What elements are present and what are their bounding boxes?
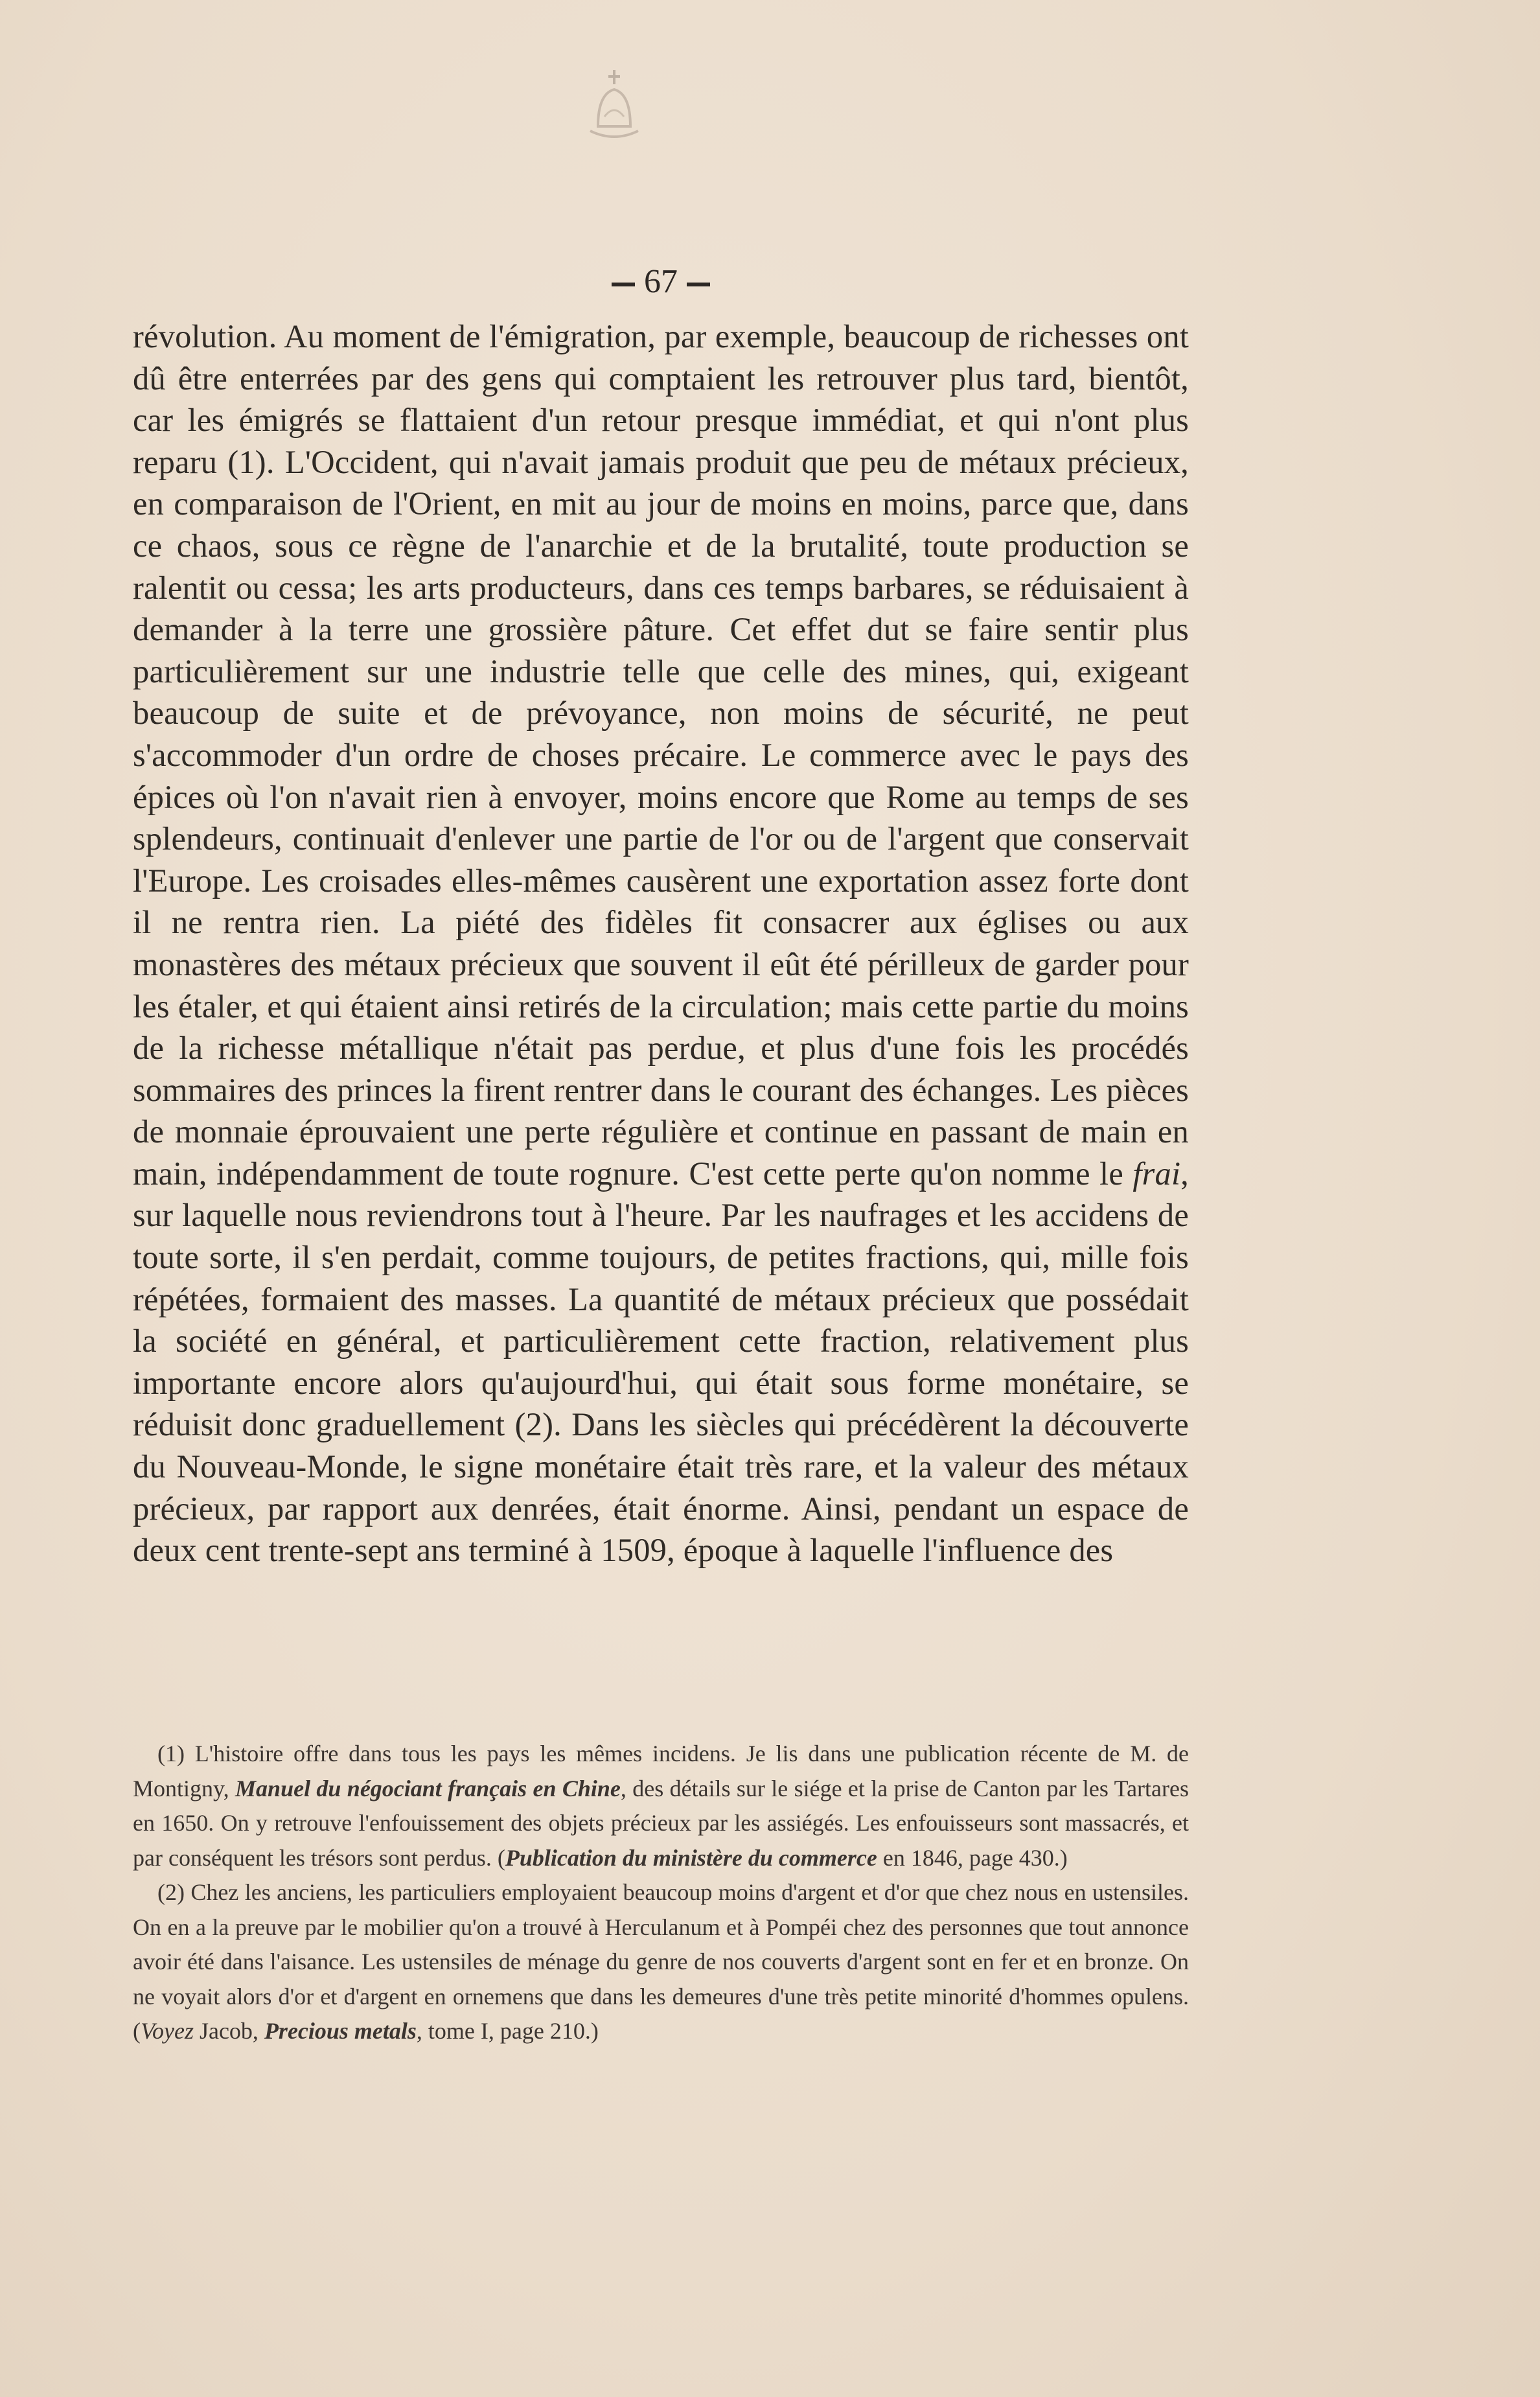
footnote-1 xyxy=(133,1737,1189,1875)
footnote-2-text-b: Jacob, xyxy=(193,2018,264,2044)
footnote-2-text-a: (2) Chez les anciens, les particuliers employaient beaucoup moins d'argent et d'or que chez nous en ustensiles. On en a la preuve par le mobilier qu'on a trouvé à Herculanum et à Pompéi chez des personnes que tout annonce avoir été dans l'aisance. Les ustensiles de ménage du genre de nos couverts d'argent sont en fer et en bronze. On ne voyait alors d'or et d'argent en ornemens que dans les demeures d'une très petite minorité d'hommes opulens. ( xyxy=(133,1879,1189,2044)
dash-right xyxy=(687,283,710,286)
body-paragraph xyxy=(133,316,1189,1571)
dash-left xyxy=(612,283,635,286)
body-italic-term: frai xyxy=(1132,1155,1181,1192)
footnote-1-text-c: en 1846, page 430.) xyxy=(877,1844,1068,1871)
footnote-1-source: Publication du ministère du commerce xyxy=(505,1844,877,1871)
footnote-2-text-c: , tome I, page 210.) xyxy=(416,2018,599,2044)
footnote-1-text-a: (1) L'histoire offre dans tous les pays les mêmes incidens. Je lis dans une publication récente de M. de Montigny, xyxy=(133,1741,1189,1801)
library-stamp-icon xyxy=(579,65,650,146)
footnotes xyxy=(133,1737,1189,2049)
footnote-2-see: Voyez xyxy=(141,2018,194,2044)
footnote-1-text-b: , des détails sur le siége et la prise de Canton par les Tartares en 1650. On y retrouve l'enfouissement des objets précieux par les assiégés. Les enfouisseurs sont massacrés, et par conséquent les trésors sont perdus. ( xyxy=(133,1775,1189,1871)
body-text-part-1: révolution. Au moment de l'émigration, par exemple, beaucoup de richesses ont dû être enterrées par des gens qui comptaient les retrouver plus tard, bientôt, car les émigrés se flattaient d'un retour presque immédiat, et qui n'ont plus reparu (1). L'Occident, qui n'avait jamais produit que peu de métaux précieux, en comparaison de l'Orient, en mit au jour de moins en moins, parce que, dans ce chaos, sous ce règne de l'anarchie et de la brutalité, toute production se ralentit ou cessa; les arts producteurs, dans ces temps barbares, se réduisaient à demander à la terre une grossière pâture. Cet effet dut se faire sentir plus particulièrement sur une industrie telle que celle des mines, qui, exigeant beaucoup de suite et de prévoyance, non moins de sécurité, ne peut s'accommoder d'un ordre de choses précaire. Le commerce avec le pays des épices où l'on n'avait rien à envoyer, moins encore que Rome au temps de ses splendeurs, continuait d'enlever une partie de l'or ou de l'argent que conservait l'Europe. Les croisades elles-mêmes causèrent une exportation assez forte dont il ne rentra rien. La piété des fidèles fit consacrer aux églises ou aux monastères des métaux précieux que souvent il eût été périlleux de garder pour les étaler, et qui étaient ainsi retirés de la circulation; mais cette partie du moins de la richesse métallique n'était pas perdue, et plus d'une fois les procédés sommaires des princes la firent rentrer dans le courant des échanges. Les pièces de monnaie éprouvaient une perte régulière et continue en passant de main en main, indépendamment de toute rognure. C'est cette perte qu'on nomme le xyxy=(133,318,1189,1192)
footnote-2 xyxy=(133,1875,1189,2049)
page-number xyxy=(583,262,739,301)
page-number-value: 67 xyxy=(644,263,678,300)
body-text-part-2: , sur laquelle nous reviendrons tout à l'heure. Par les naufrages et les accidens de toute sorte, il s'en perdait, comme toujours, de petites fractions, qui, mille fois répétées, formaient des masses. La quantité de métaux précieux que possédait la société en général, et particulièrement cette fraction, relativement plus importante encore alors qu'aujourd'hui, qui était sous forme monétaire, se réduisit donc graduellement (2). Dans les siècles qui précédèrent la découverte du Nouveau-Monde, le signe monétaire était très rare, et la valeur des métaux précieux, par rapport aux denrées, était énorme. Ainsi, pendant un espace de deux cent trente-sept ans terminé à 1509, époque à laquelle l'influence des xyxy=(133,1155,1189,1569)
footnote-2-book-title: Precious metals xyxy=(264,2018,417,2044)
footnote-1-book-title: Manuel du négociant français en Chine xyxy=(235,1775,621,1801)
